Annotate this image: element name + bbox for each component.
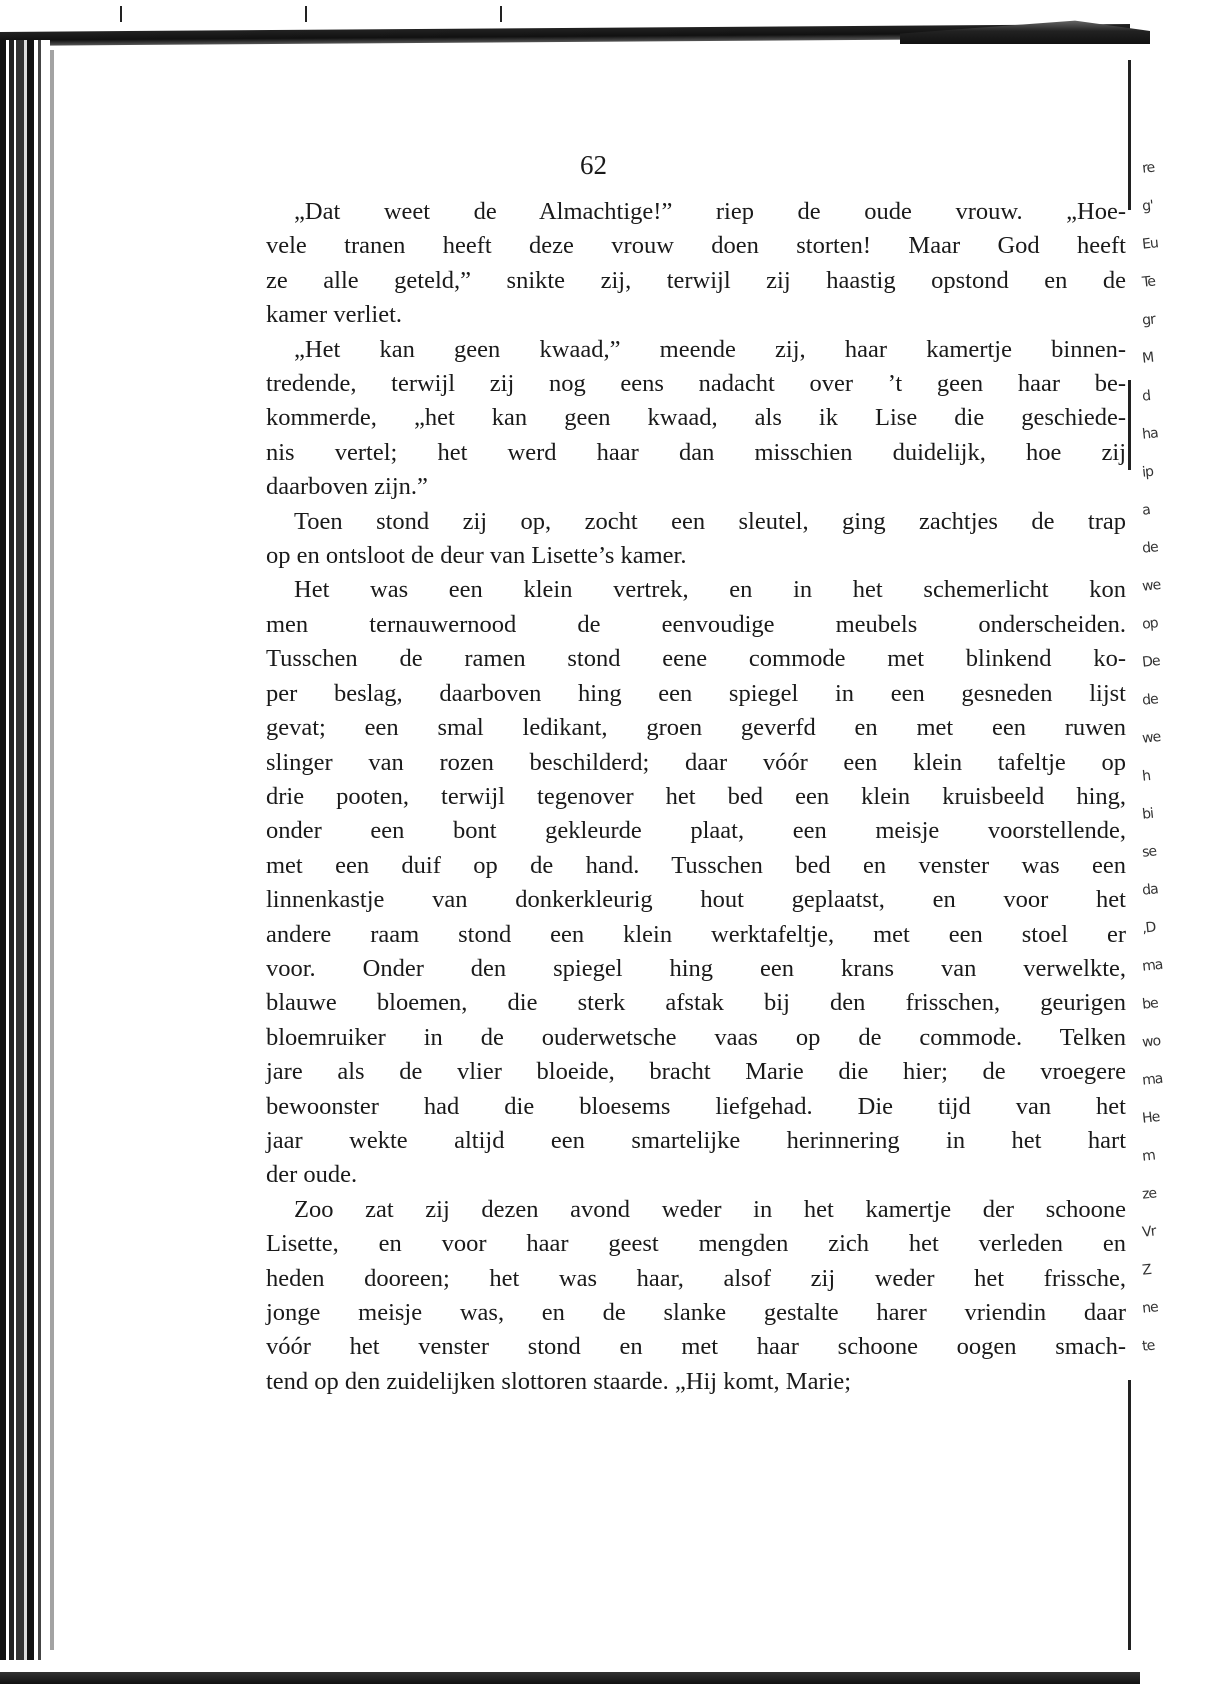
- text-line: gevat; een smal ledikant, groen geverfd en met een ruwen: [266, 714, 1126, 742]
- margin-fragment: se: [1141, 843, 1157, 861]
- paragraph: [236, 1193, 1126, 1399]
- margin-fragment: we: [1141, 728, 1162, 747]
- paragraph: [236, 333, 1126, 505]
- text-line: daarboven zijn.”: [266, 473, 428, 501]
- margin-fragment: ze: [1141, 1185, 1157, 1203]
- text-line: jare als de vlier bloeide, bracht Marie die hier; de vroegere: [266, 1058, 1126, 1086]
- scan-binding-edge: [0, 40, 50, 1660]
- text-line: nis vertel; het werd haar dan misschien duidelijk, hoe zij: [266, 438, 1126, 466]
- scan-binding-shadow: [50, 50, 54, 1650]
- margin-fragment: re: [1141, 159, 1156, 177]
- scan-top-corner: [900, 18, 1150, 44]
- text-line: Het was een klein vertrek, en in het schemerlicht kon: [294, 576, 1126, 604]
- text-line: kommerde, „het kan geen kwaad, als ik Lise die geschiede-: [266, 404, 1126, 432]
- scan-right-rule: [1128, 1380, 1131, 1650]
- paragraph: [236, 195, 1126, 333]
- text-line: op en ontsloot de deur van Lisette’s kamer.: [266, 542, 687, 570]
- scan-right-rule: [1128, 60, 1131, 210]
- margin-fragment: Vr: [1141, 1223, 1157, 1241]
- scan-tick: [305, 6, 307, 22]
- page-number: 62: [580, 150, 607, 180]
- body-text: [236, 195, 1126, 1399]
- text-line: slinger van rozen beschilderd; daar vóór een klein tafeltje op: [266, 748, 1126, 776]
- text-line: vóór het venster stond en met haar schoone oogen smach-: [266, 1333, 1126, 1361]
- scan-right-rule: [1128, 380, 1131, 470]
- text-line: onder een bont gekleurde plaat, een meisje voorstellende,: [266, 817, 1126, 845]
- text-line: „Het kan geen kwaad,” meende zij, haar kamertje binnen-: [294, 335, 1126, 363]
- margin-fragment: da: [1141, 881, 1159, 899]
- paragraph: [236, 505, 1126, 574]
- text-line: men ternauwernood de eenvoudige meubels onderscheiden.: [266, 610, 1126, 638]
- text-line: tend op den zuidelijken slottoren staarde. „Hij komt, Marie;: [266, 1367, 852, 1395]
- text-line: bloemruiker in de ouderwetsche vaas op de commode. Telken: [266, 1023, 1126, 1051]
- margin-fragment: bi: [1141, 805, 1154, 823]
- text-line: heden dooreen; het was haar, alsof zij weder het frissche,: [266, 1264, 1126, 1292]
- text-line: Tusschen de ramen stond eene commode met blinkend ko-: [266, 645, 1126, 673]
- text-line: Toen stond zij op, zocht een sleutel, ging zachtjes de trap: [294, 507, 1126, 535]
- margin-fragment: we: [1141, 576, 1162, 595]
- text-line: drie pooten, terwijl tegenover het bed een klein kruisbeeld hing,: [266, 782, 1126, 810]
- margin-fragment: ,D: [1141, 919, 1157, 937]
- text-line: linnenkastje van donkerkleurig hout geplaatst, en voor het: [266, 886, 1126, 914]
- text-line: Zoo zat zij dezen avond weder in het kamertje der schoone: [294, 1195, 1126, 1223]
- margin-fragment: g': [1141, 197, 1154, 215]
- margin-fragment: op: [1141, 615, 1159, 633]
- margin-fragment: be: [1141, 995, 1159, 1013]
- margin-fragment: m: [1141, 1147, 1156, 1165]
- text-line: jaar wekte altijd een smartelijke herinnering in het hart: [266, 1126, 1126, 1154]
- text-line: tredende, terwijl zij nog eens nadacht over ’t geen haar be-: [266, 370, 1126, 398]
- text-line: der oude.: [266, 1161, 358, 1189]
- scan-tick: [120, 6, 122, 22]
- text-line: „Dat weet de Almachtige!” riep de oude vrouw. „Hoe-: [294, 198, 1126, 225]
- margin-fragment: wo: [1141, 1032, 1161, 1051]
- adjacent-page-fragments: [1142, 150, 1215, 1450]
- margin-fragment: ip: [1141, 463, 1154, 481]
- margin-fragment: ha: [1141, 425, 1159, 443]
- margin-fragment: ma: [1141, 1070, 1164, 1089]
- text-line: blauwe bloemen, die sterk afstak bij den frisschen, geurigen: [266, 989, 1126, 1017]
- scan-bottom-edge: [0, 1672, 1140, 1684]
- margin-fragment: He: [1141, 1109, 1161, 1127]
- margin-fragment: Eu: [1141, 235, 1159, 253]
- text-line: met een duif op de hand. Tusschen bed en venster was een: [266, 851, 1126, 879]
- text-line: andere raam stond een klein werktafeltje, met een stoel er: [266, 920, 1126, 948]
- margin-fragment: h: [1141, 768, 1151, 785]
- margin-fragment: ma: [1141, 956, 1164, 975]
- margin-fragment: gr: [1141, 311, 1156, 329]
- margin-fragment: De: [1141, 653, 1161, 671]
- paragraph: [236, 573, 1126, 1192]
- text-line: Lisette, en voor haar geest mengden zich het verleden en: [266, 1230, 1126, 1258]
- text-line: vele tranen heeft deze vrouw doen storten! Maar God heeft: [266, 232, 1126, 260]
- margin-fragment: Te: [1141, 273, 1156, 291]
- scan-tick: [500, 6, 502, 22]
- text-line: per beslag, daarboven hing een spiegel in een gesneden lijst: [266, 679, 1126, 707]
- margin-fragment: a: [1141, 502, 1151, 519]
- text-line: bewoonster had die bloesems liefgehad. Die tijd van het: [266, 1092, 1126, 1120]
- margin-fragment: d: [1141, 388, 1151, 405]
- margin-fragment: de: [1141, 691, 1159, 709]
- margin-fragment: de: [1141, 539, 1159, 557]
- margin-fragment: M: [1141, 349, 1155, 367]
- text-line: voor. Onder den spiegel hing een krans van verwelkte,: [266, 954, 1126, 982]
- text-line: kamer verliet.: [266, 301, 403, 329]
- margin-fragment: te: [1141, 1337, 1156, 1355]
- margin-fragment: ne: [1141, 1299, 1159, 1317]
- text-line: ze alle geteld,” snikte zij, terwijl zij haastig opstond en de: [266, 266, 1126, 294]
- margin-fragment: Z: [1141, 1261, 1152, 1279]
- text-line: jonge meisje was, en de slanke gestalte harer vriendin daar: [266, 1299, 1126, 1326]
